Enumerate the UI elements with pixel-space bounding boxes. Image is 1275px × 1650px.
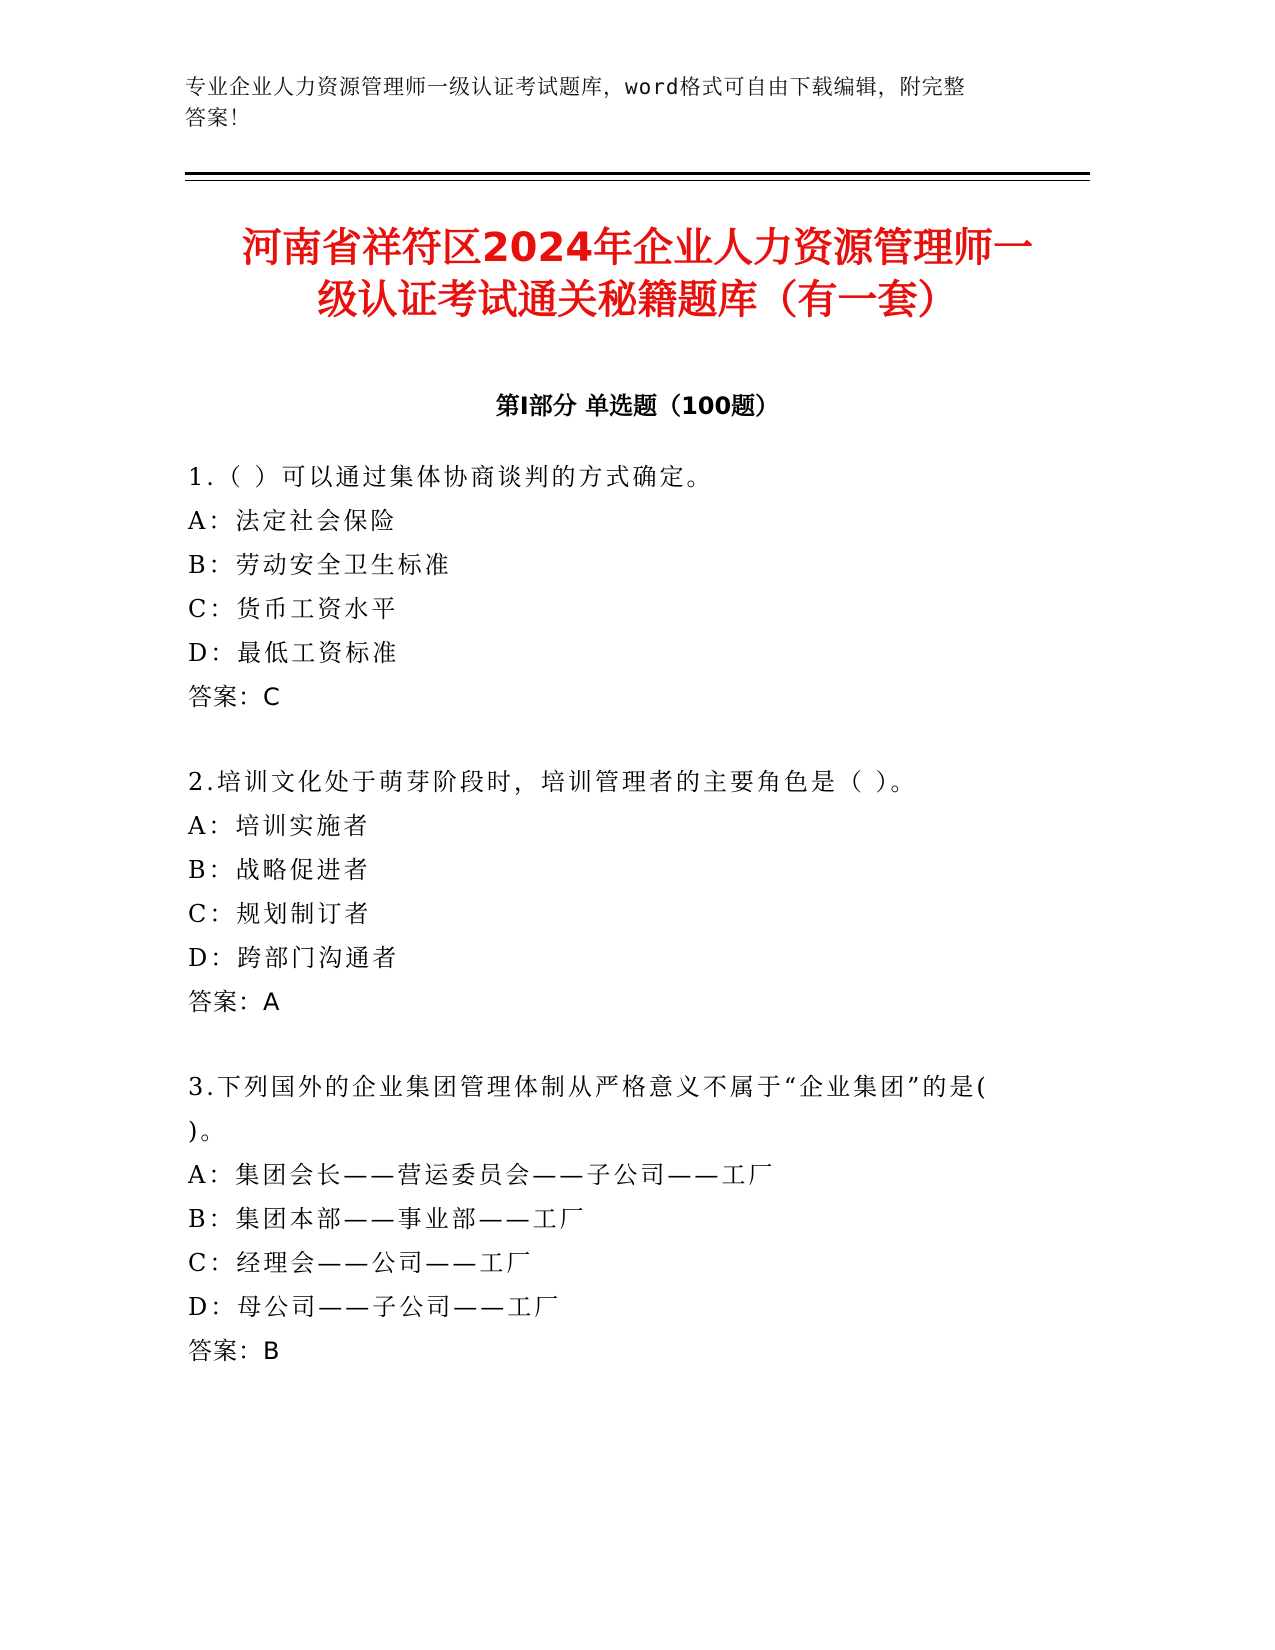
question-3 bbox=[188, 1065, 1068, 1373]
option-b: B：劳动安全卫生标准 bbox=[188, 551, 452, 579]
answer-label: 答案：C bbox=[188, 683, 281, 711]
question-stem: 3.下列国外的企业集团管理体制从严格意义不属于“企业集团”的是( bbox=[188, 1073, 989, 1101]
answer-label: 答案：B bbox=[188, 1337, 281, 1365]
question-stem: 1.（ ）可以通过集体协商谈判的方式确定。 bbox=[188, 463, 714, 491]
answer-label: 答案：A bbox=[188, 988, 281, 1016]
option-b: B：战略促进者 bbox=[188, 856, 371, 884]
option-a: A：法定社会保险 bbox=[188, 507, 398, 535]
question-stem-continued: )。 bbox=[188, 1117, 228, 1145]
header-note-line: 答案！ bbox=[185, 106, 251, 130]
title-line: 河南省祥符区2024年企业人力资源管理师一 bbox=[241, 225, 1034, 271]
question-2 bbox=[188, 760, 1068, 1024]
option-d: D：跨部门沟通者 bbox=[188, 944, 400, 972]
option-b: B：集团本部——事业部——工厂 bbox=[188, 1205, 587, 1233]
option-c: C：经理会——公司——工厂 bbox=[188, 1249, 534, 1277]
option-a: A：培训实施者 bbox=[188, 812, 371, 840]
section-heading: 第Ⅰ部分 单选题（100题） bbox=[495, 392, 780, 420]
option-d: D：母公司——子公司——工厂 bbox=[188, 1293, 562, 1321]
header-note-line: 专业企业人力资源管理师一级认证考试题库，word格式可自由下载编辑，附完整 bbox=[185, 75, 966, 99]
header-divider-thin bbox=[185, 180, 1090, 181]
question-1 bbox=[188, 455, 1068, 719]
option-d: D：最低工资标准 bbox=[188, 639, 400, 667]
option-c: C：规划制订者 bbox=[188, 900, 372, 928]
option-a: A：集团会长——营运委员会——子公司——工厂 bbox=[188, 1161, 776, 1189]
question-stem: 2.培训文化处于萌芽阶段时，培训管理者的主要角色是（ ）。 bbox=[188, 768, 918, 796]
header-note bbox=[185, 72, 1065, 134]
title-line: 级认证考试通关秘籍题库（有一套） bbox=[317, 277, 958, 323]
header-divider-thick bbox=[185, 172, 1090, 175]
option-c: C：货币工资水平 bbox=[188, 595, 399, 623]
document-title bbox=[150, 222, 1125, 326]
